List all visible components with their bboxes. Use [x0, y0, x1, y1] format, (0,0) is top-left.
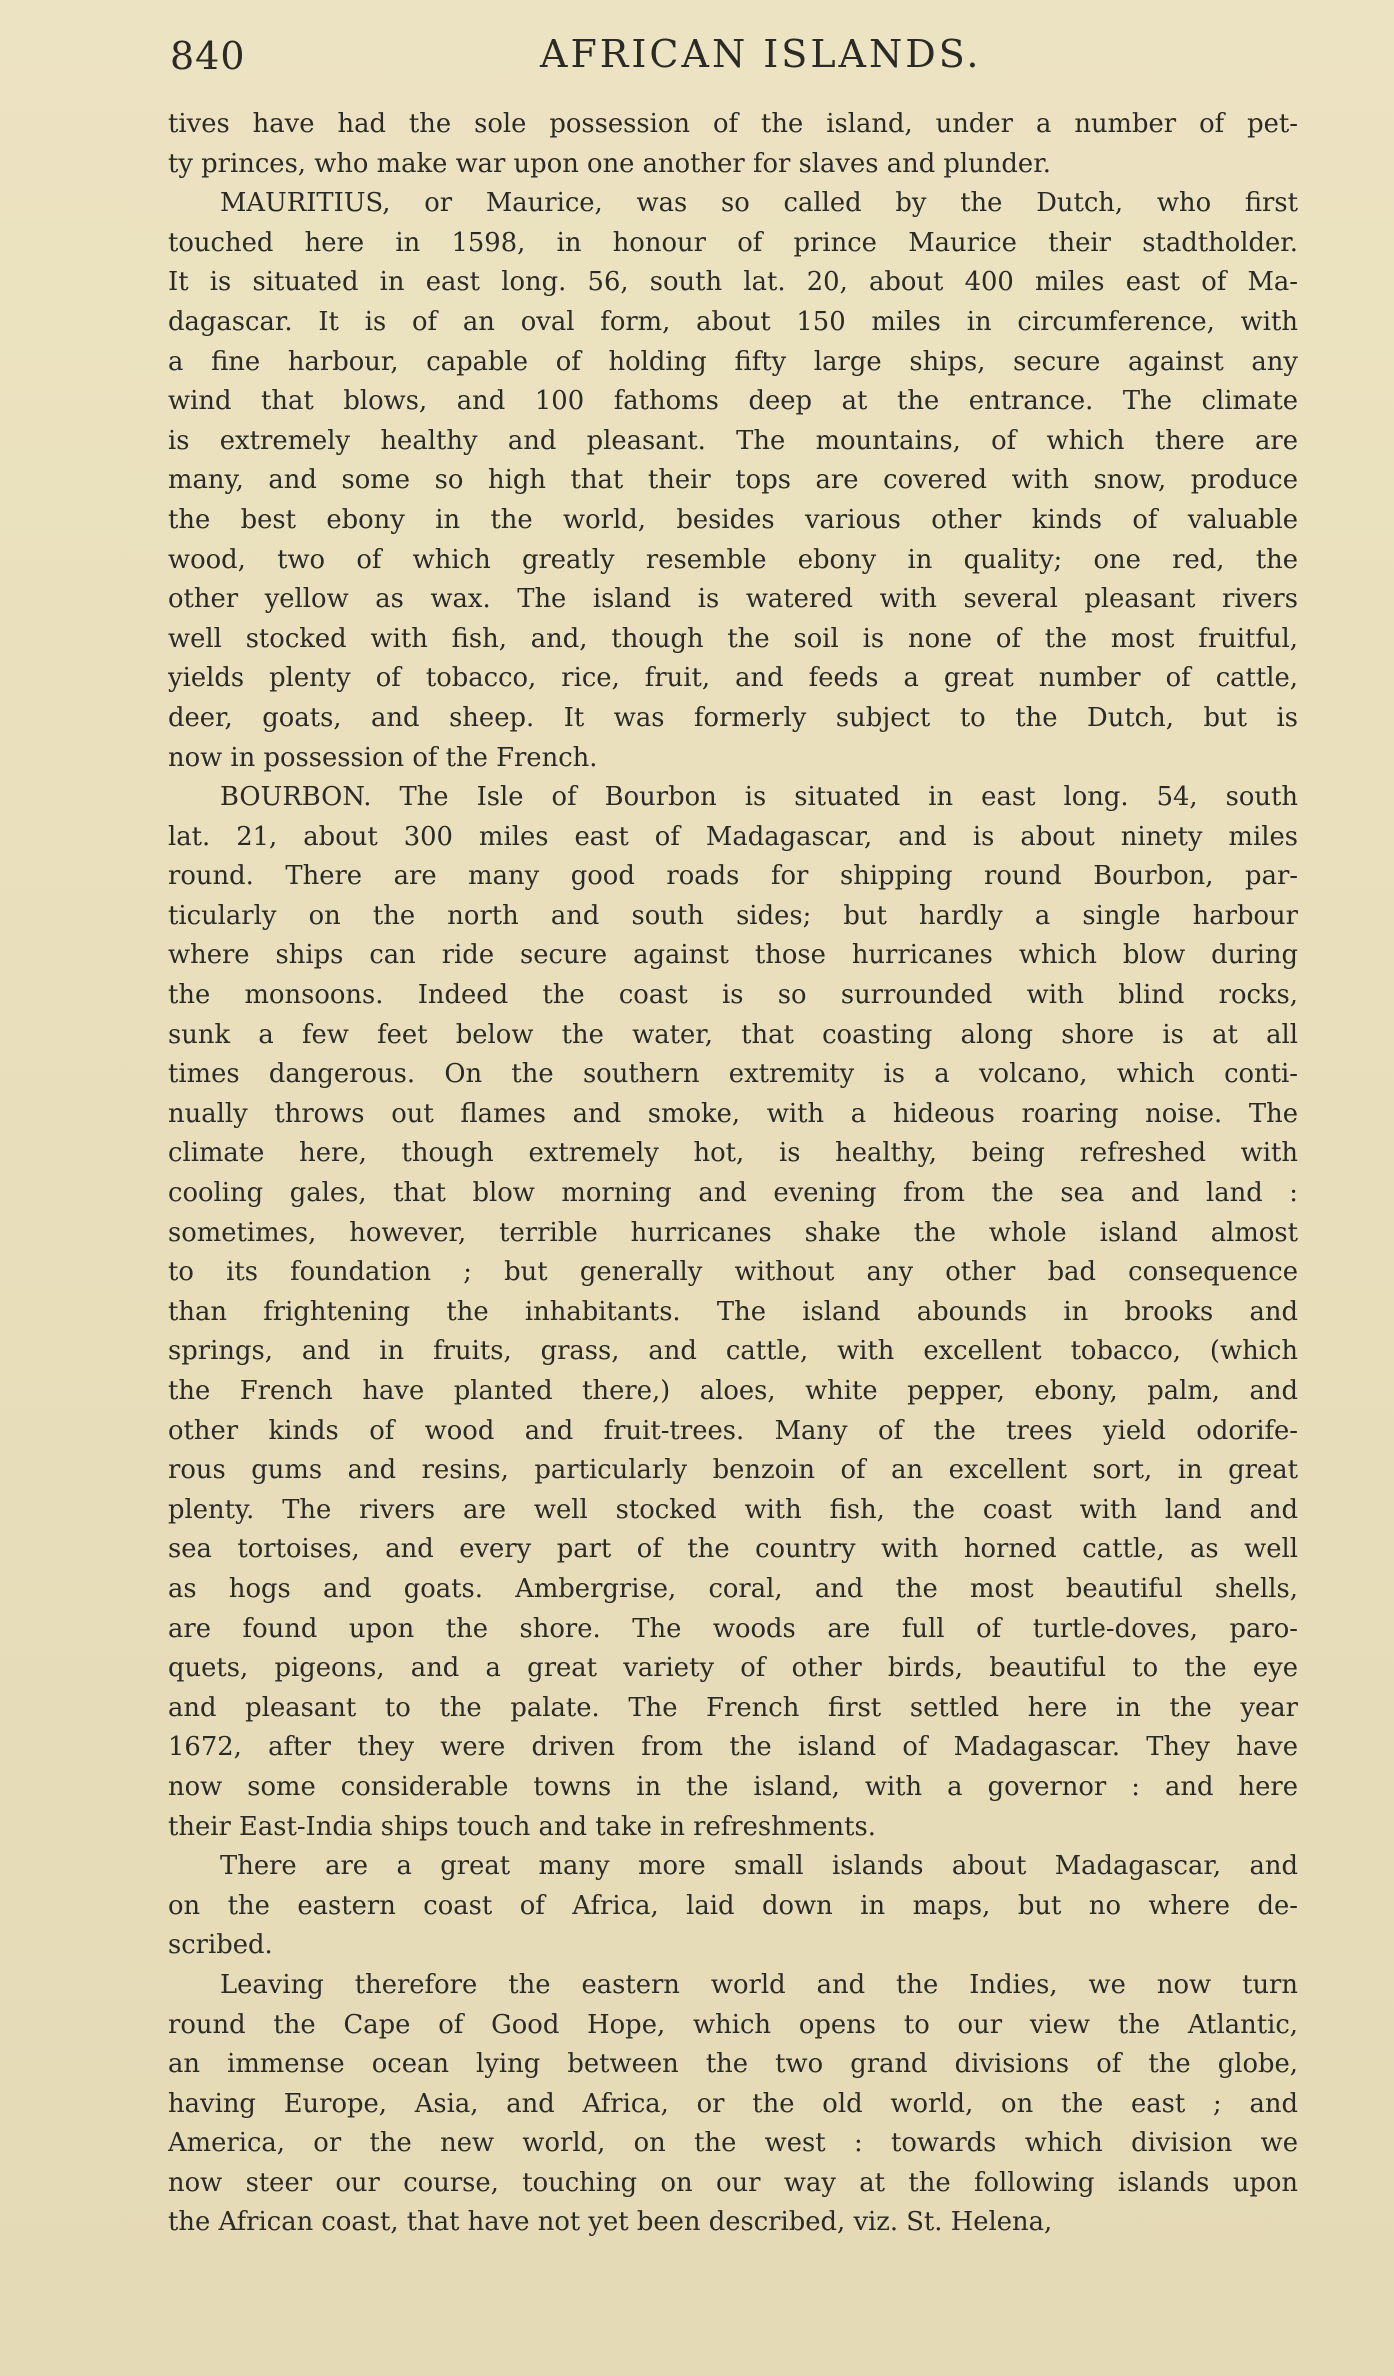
text-line: BOURBON. The Isle of Bourbon is situated in east long. 54, south: [220, 782, 1298, 813]
paragraph: [168, 778, 1298, 1847]
text-line: There are a great many more small islands about Madagascar, and: [220, 1851, 1298, 1882]
text-line: nually throws out flames and smoke, with a hideous roaring noise. The: [168, 1098, 1298, 1129]
text-line: plenty. The rivers are well stocked with fish, the coast with land and: [168, 1494, 1298, 1525]
text-line: climate here, though extremely hot, is healthy, being refreshed with: [168, 1138, 1298, 1169]
text-line: ticularly on the north and south sides; but hardly a single harbour: [168, 900, 1298, 931]
text-line: the best ebony in the world, besides various other kinds of valuable: [168, 504, 1298, 535]
text-line: round. There are many good roads for shipping round Bourbon, par-: [168, 861, 1298, 892]
paragraph: [168, 1847, 1298, 1966]
text-line: are found upon the shore. The woods are full of turtle-doves, paro-: [168, 1613, 1298, 1644]
text-line: their East-India ships touch and take in refreshments.: [168, 1811, 876, 1842]
text-line: sometimes, however, terrible hurricanes shake the whole island almost: [168, 1217, 1298, 1248]
text-line: yields plenty of tobacco, rice, fruit, and feeds a great number of cattle,: [168, 663, 1298, 694]
text-line: as hogs and goats. Ambergrise, coral, and the most beautiful shells,: [168, 1573, 1298, 1604]
text-line: the French have planted there,) aloes, white pepper, ebony, palm, and: [168, 1376, 1298, 1406]
page-header: [170, 30, 1310, 90]
text-line: having Europe, Asia, and Africa, or the old world, on the east ; and: [168, 2088, 1298, 2119]
running-head: AFRICAN ISLANDS.: [540, 32, 982, 76]
text-line: lat. 21, about 300 miles east of Madagascar, and is about ninety miles: [168, 821, 1298, 852]
text-line: other yellow as wax. The island is watered with several pleasant rivers: [168, 584, 1298, 615]
text-line: wind that blows, and 100 fathoms deep at the entrance. The climate: [168, 386, 1298, 417]
text-line: ty princes, who make war upon one another for slaves and plunder.: [168, 148, 1051, 179]
text-line: MAURITIUS, or Maurice, was so called by the Dutch, who first: [220, 188, 1298, 219]
text-line: sunk a few feet below the water, that coasting along shore is at all: [168, 1019, 1298, 1050]
text-line: America, or the new world, on the west : towards which division we: [168, 2128, 1298, 2159]
text-line: other kinds of wood and fruit-trees. Many of the trees yield odorife-: [168, 1415, 1298, 1446]
text-line: many, and some so high that their tops are covered with snow, produce: [168, 465, 1298, 496]
text-line: deer, goats, and sheep. It was formerly subject to the Dutch, but is: [168, 702, 1298, 733]
text-line: touched here in 1598, in honour of prince Maurice their stadtholder.: [168, 227, 1298, 258]
text-line: the monsoons. Indeed the coast is so surrounded with blind rocks,: [168, 980, 1298, 1011]
text-line: sea tortoises, and every part of the country with horned cattle, as well: [168, 1534, 1298, 1565]
text-line: dagascar. It is of an oval form, about 150 miles in circumference, with: [168, 306, 1298, 337]
text-line: an immense ocean lying between the two grand divisions of the globe,: [168, 2049, 1298, 2080]
text-line: now some considerable towns in the island, with a governor : and here: [168, 1771, 1298, 1802]
text-line: Leaving therefore the eastern world and the Indies, we now turn: [220, 1969, 1298, 2000]
text-line: tives have had the sole possession of the island, under a number of pet-: [168, 109, 1298, 139]
body-text: [168, 105, 1298, 2243]
paragraph: [168, 105, 1298, 184]
text-line: scribed.: [168, 1930, 273, 1961]
text-line: on the eastern coast of Africa, laid down in maps, but no where de-: [168, 1890, 1298, 1921]
text-line: springs, and in fruits, grass, and cattle, with excellent tobacco, (which: [168, 1336, 1298, 1367]
text-line: 1672, after they were driven from the island of Madagascar. They have: [168, 1732, 1298, 1763]
text-line: now in possession of the French.: [168, 742, 598, 773]
text-line: cooling gales, that blow morning and evening from the sea and land :: [168, 1178, 1298, 1209]
text-line: now steer our course, touching on our way at the following islands upon: [168, 2167, 1298, 2198]
paragraph: [168, 1966, 1298, 2243]
text-line: a fine harbour, capable of holding fifty large ships, secure against any: [168, 346, 1298, 377]
paragraph: [168, 184, 1298, 778]
text-line: It is situated in east long. 56, south lat. 20, about 400 miles east of Ma-: [168, 267, 1298, 298]
text-line: rous gums and resins, particularly benzoin of an excellent sort, in great: [168, 1455, 1298, 1486]
text-line: wood, two of which greatly resemble ebony in quality; one red, the: [168, 544, 1298, 575]
text-line: and pleasant to the palate. The French first settled here in the year: [168, 1692, 1298, 1723]
text-line: quets, pigeons, and a great variety of other birds, beautiful to the eye: [168, 1653, 1298, 1684]
text-line: round the Cape of Good Hope, which opens to our view the Atlantic,: [168, 2009, 1298, 2040]
text-line: times dangerous. On the southern extremity is a volcano, which conti-: [168, 1059, 1298, 1090]
page-number: 840: [170, 34, 246, 78]
text-line: well stocked with fish, and, though the soil is none of the most fruitful,: [168, 623, 1298, 654]
text-line: the African coast, that have not yet been described, viz. St. Helena,: [168, 2207, 1053, 2238]
text-line: than frightening the inhabitants. The island abounds in brooks and: [168, 1296, 1298, 1327]
text-line: is extremely healthy and pleasant. The mountains, of which there are: [168, 425, 1298, 456]
text-line: where ships can ride secure against those hurricanes which blow during: [168, 940, 1298, 971]
text-line: to its foundation ; but generally without any other bad consequence: [168, 1257, 1298, 1288]
